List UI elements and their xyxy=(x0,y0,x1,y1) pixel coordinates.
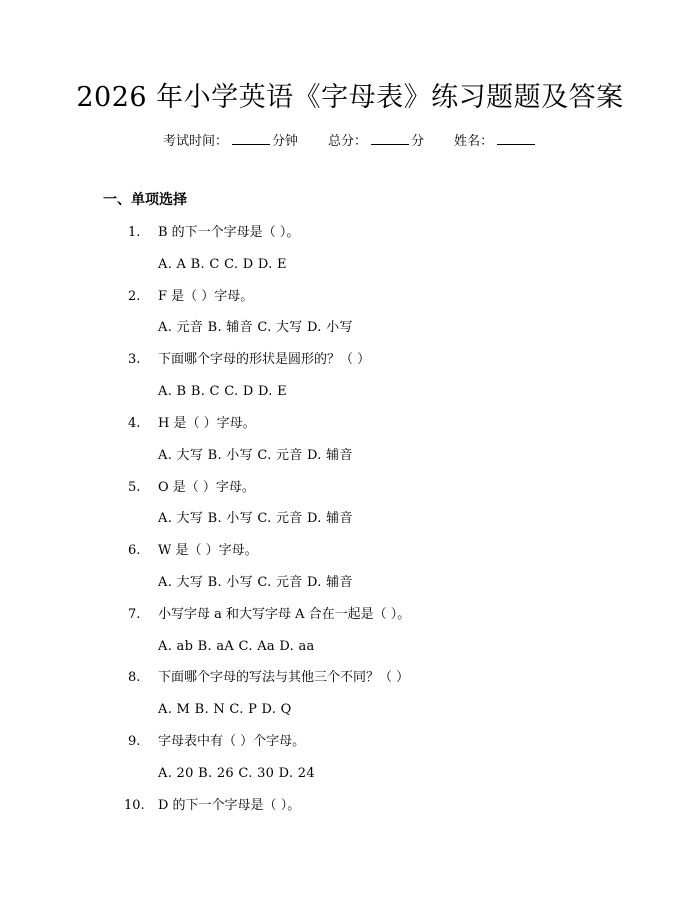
question-text: O 是（ ）字母。 xyxy=(158,480,255,495)
exam-time-blank xyxy=(232,130,270,145)
question-5-options: A. 大写 B. 小写 C. 元音 D. 辅音 xyxy=(158,511,353,526)
question-9-options: A. 20 B. 26 C. 30 D. 24 xyxy=(158,766,315,781)
question-number: 6. xyxy=(128,543,141,558)
total-score-unit: 分 xyxy=(411,134,425,149)
question-text: 下面哪个字母的形状是圆形的？（ ） xyxy=(158,352,371,367)
question-text: D 的下一个字母是（ ）。 xyxy=(158,798,301,813)
question-text: B 的下一个字母是（ ）。 xyxy=(158,225,300,240)
question-3-options: A. B B. C C. D D. E xyxy=(158,384,287,399)
name-blank xyxy=(497,130,535,145)
question-number: 8. xyxy=(128,670,141,685)
question-number: 9. xyxy=(128,734,141,749)
question-text: F 是（ ）字母。 xyxy=(158,289,254,304)
exam-time-unit: 分钟 xyxy=(272,134,299,149)
question-6-options: A. 大写 B. 小写 C. 元音 D. 辅音 xyxy=(158,575,353,590)
question-2-options: A. 元音 B. 辅音 C. 大写 D. 小写 xyxy=(158,320,353,335)
question-number: 5. xyxy=(128,480,141,495)
section-title: 一、单项选择 xyxy=(103,192,187,208)
question-text: 下面哪个字母的写法与其他三个不同？（ ） xyxy=(158,670,410,685)
page-title: 2026 年小学英语《字母表》练习题题及答案 xyxy=(76,82,624,113)
question-number: 2. xyxy=(128,289,141,304)
total-score-label: 总分： xyxy=(328,134,368,149)
total-score-blank xyxy=(371,130,409,145)
question-number: 4. xyxy=(128,416,141,431)
question-4-options: A. 大写 B. 小写 C. 元音 D. 辅音 xyxy=(158,448,353,463)
question-7-options: A. ab B. aA C. Aa D. aa xyxy=(158,639,315,654)
exam-time-label: 考试时间： xyxy=(163,134,229,149)
question-8-options: A. M B. N C. P D. Q xyxy=(158,702,292,717)
question-number: 3. xyxy=(128,352,141,367)
exam-info-row xyxy=(163,130,537,152)
question-1-options: A. A B. C C. D D. E xyxy=(158,257,287,272)
question-text: 小写字母 a 和大写字母 A 合在一起是（ ）。 xyxy=(158,607,411,622)
question-text: 字母表中有（ ）个字母。 xyxy=(158,734,306,749)
question-number: 1. xyxy=(128,225,141,240)
name-label: 姓名： xyxy=(454,134,494,149)
question-text: H 是（ ）字母。 xyxy=(158,416,256,431)
question-text: W 是（ ）字母。 xyxy=(158,543,258,558)
question-number: 7. xyxy=(128,607,141,622)
question-number: 10. xyxy=(124,798,145,813)
